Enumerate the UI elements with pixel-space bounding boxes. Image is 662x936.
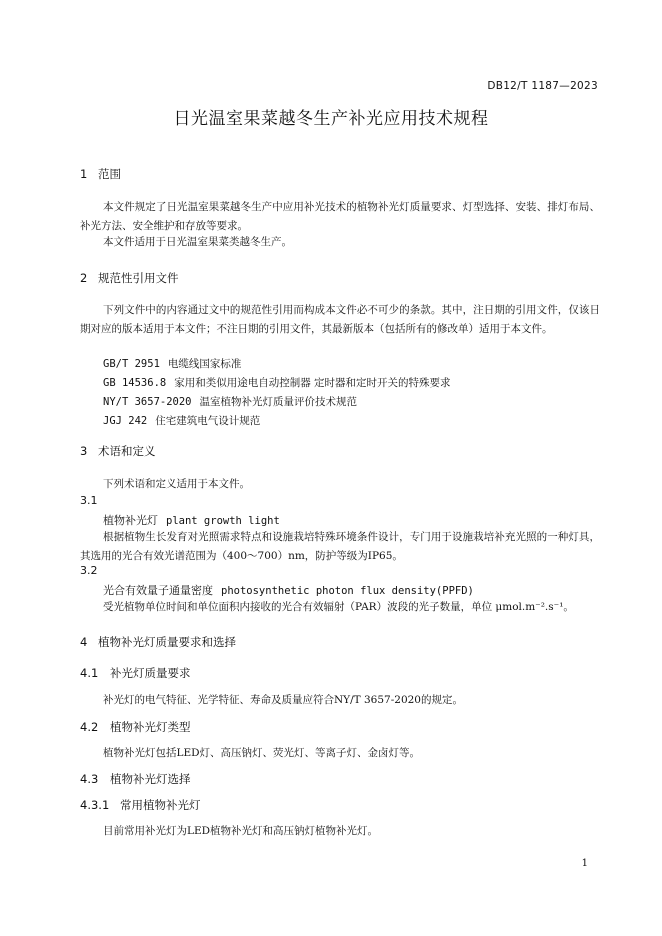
term-3-2-number: 3.2 — [80, 564, 98, 577]
clause-4-3-1-heading — [80, 797, 201, 813]
section-number: 2 — [80, 271, 88, 285]
clause-4-2-text: 植物补光灯包括LED灯、高压钠灯、荧光灯、等离子灯、金卤灯等。 — [103, 747, 421, 759]
clause-4-1-heading — [80, 665, 191, 681]
term-english: photosynthetic photon flux density(PPFD) — [221, 585, 474, 597]
reference-item — [103, 356, 241, 371]
term-3-1-definition: 根据植物生长发育对光照需求特点和设施栽培特殊环境条件设计，专门用于设施栽培补充光照的一种灯具，其选用的光合有效光谱范围为（400～700）nm，防护等级为IP65。 — [80, 531, 600, 562]
term-chinese: 光合有效量子通量密度 — [103, 584, 213, 597]
clause-number: 4.1 — [80, 666, 99, 680]
section-1-heading — [80, 166, 121, 182]
reference-code: GB/T 2951 — [103, 358, 160, 370]
section-3-heading — [80, 443, 156, 459]
reference-code: JGJ 242 — [103, 415, 148, 427]
clause-4-1-text: 补光灯的电气特征、光学特征、寿命及质量应符合NY/T 3657-2020的规定。 — [103, 694, 463, 706]
page-number: 1 — [581, 858, 588, 869]
reference-title: 家用和类似用途电自动控制器 定时器和定时开关的特殊要求 — [174, 377, 451, 389]
section-1-paragraph-1: 本文件规定了日光温室果菜越冬生产中应用补光技术的植物补光灯质量要求、灯型选择、安装、排灯布局、补光方法、安全维护和存放等要求。 — [80, 201, 600, 232]
clause-4-3-1-text: 目前常用补光灯为LED植物补光灯和高压钠灯植物补光灯。 — [103, 825, 379, 837]
clause-number: 4.3.1 — [80, 798, 110, 812]
clause-title: 补光灯质量要求 — [110, 666, 191, 680]
reference-title: 温室植物补光灯质量评价技术规范 — [199, 396, 358, 408]
section-title: 植物补光灯质量要求和选择 — [98, 635, 236, 649]
section-title: 范围 — [98, 167, 121, 181]
section-number: 4 — [80, 635, 88, 649]
standard-number: DB12/T 1187—2023 — [487, 80, 598, 92]
section-2-paragraph-1: 下列文件中的内容通过文中的规范性引用而构成本文件必不可少的条款。其中，注日期的引用文件，仅该日期对应的版本适用于本文件；不注日期的引用文件，其最新版本（包括所有的修改单）适用于本文件。 — [80, 304, 600, 335]
reference-code: GB 14536.8 — [103, 377, 167, 389]
section-2-heading — [80, 270, 179, 286]
term-3-1-title — [103, 512, 280, 528]
reference-item — [103, 375, 451, 390]
reference-item — [103, 413, 260, 428]
clause-title: 植物补光灯类型 — [110, 720, 191, 734]
clause-4-3-heading — [80, 771, 191, 787]
term-chinese: 植物补光灯 — [103, 514, 158, 527]
reference-title: 住宅建筑电气设计规范 — [155, 415, 261, 427]
clause-title: 常用植物补光灯 — [120, 798, 201, 812]
clause-number: 4.3 — [80, 772, 99, 786]
reference-item — [103, 394, 357, 409]
section-1-paragraph-2: 本文件适用于日光温室果菜类越冬生产。 — [103, 236, 292, 248]
clause-4-2-heading — [80, 719, 191, 735]
section-number: 3 — [80, 444, 88, 458]
clause-number: 4.2 — [80, 720, 99, 734]
term-3-2-definition: 受光植物单位时间和单位面积内接收的光合有效辐射（PAR）波段的光子数量，单位 μmol.m⁻².s⁻¹。 — [103, 601, 574, 613]
reference-title: 电缆线国家标准 — [167, 358, 242, 370]
clause-title: 植物补光灯选择 — [110, 772, 191, 786]
section-4-heading — [80, 634, 236, 650]
term-english: plant growth light — [166, 515, 280, 527]
section-number: 1 — [80, 167, 88, 181]
term-3-1-number: 3.1 — [80, 494, 98, 507]
document-title: 日光温室果菜越冬生产补光应用技术规程 — [173, 109, 489, 129]
reference-code: NY/T 3657-2020 — [103, 396, 192, 408]
section-title: 术语和定义 — [98, 444, 156, 458]
term-3-2-title — [103, 582, 474, 598]
section-title: 规范性引用文件 — [98, 271, 179, 285]
section-3-paragraph-1: 下列术语和定义适用于本文件。 — [103, 478, 250, 490]
